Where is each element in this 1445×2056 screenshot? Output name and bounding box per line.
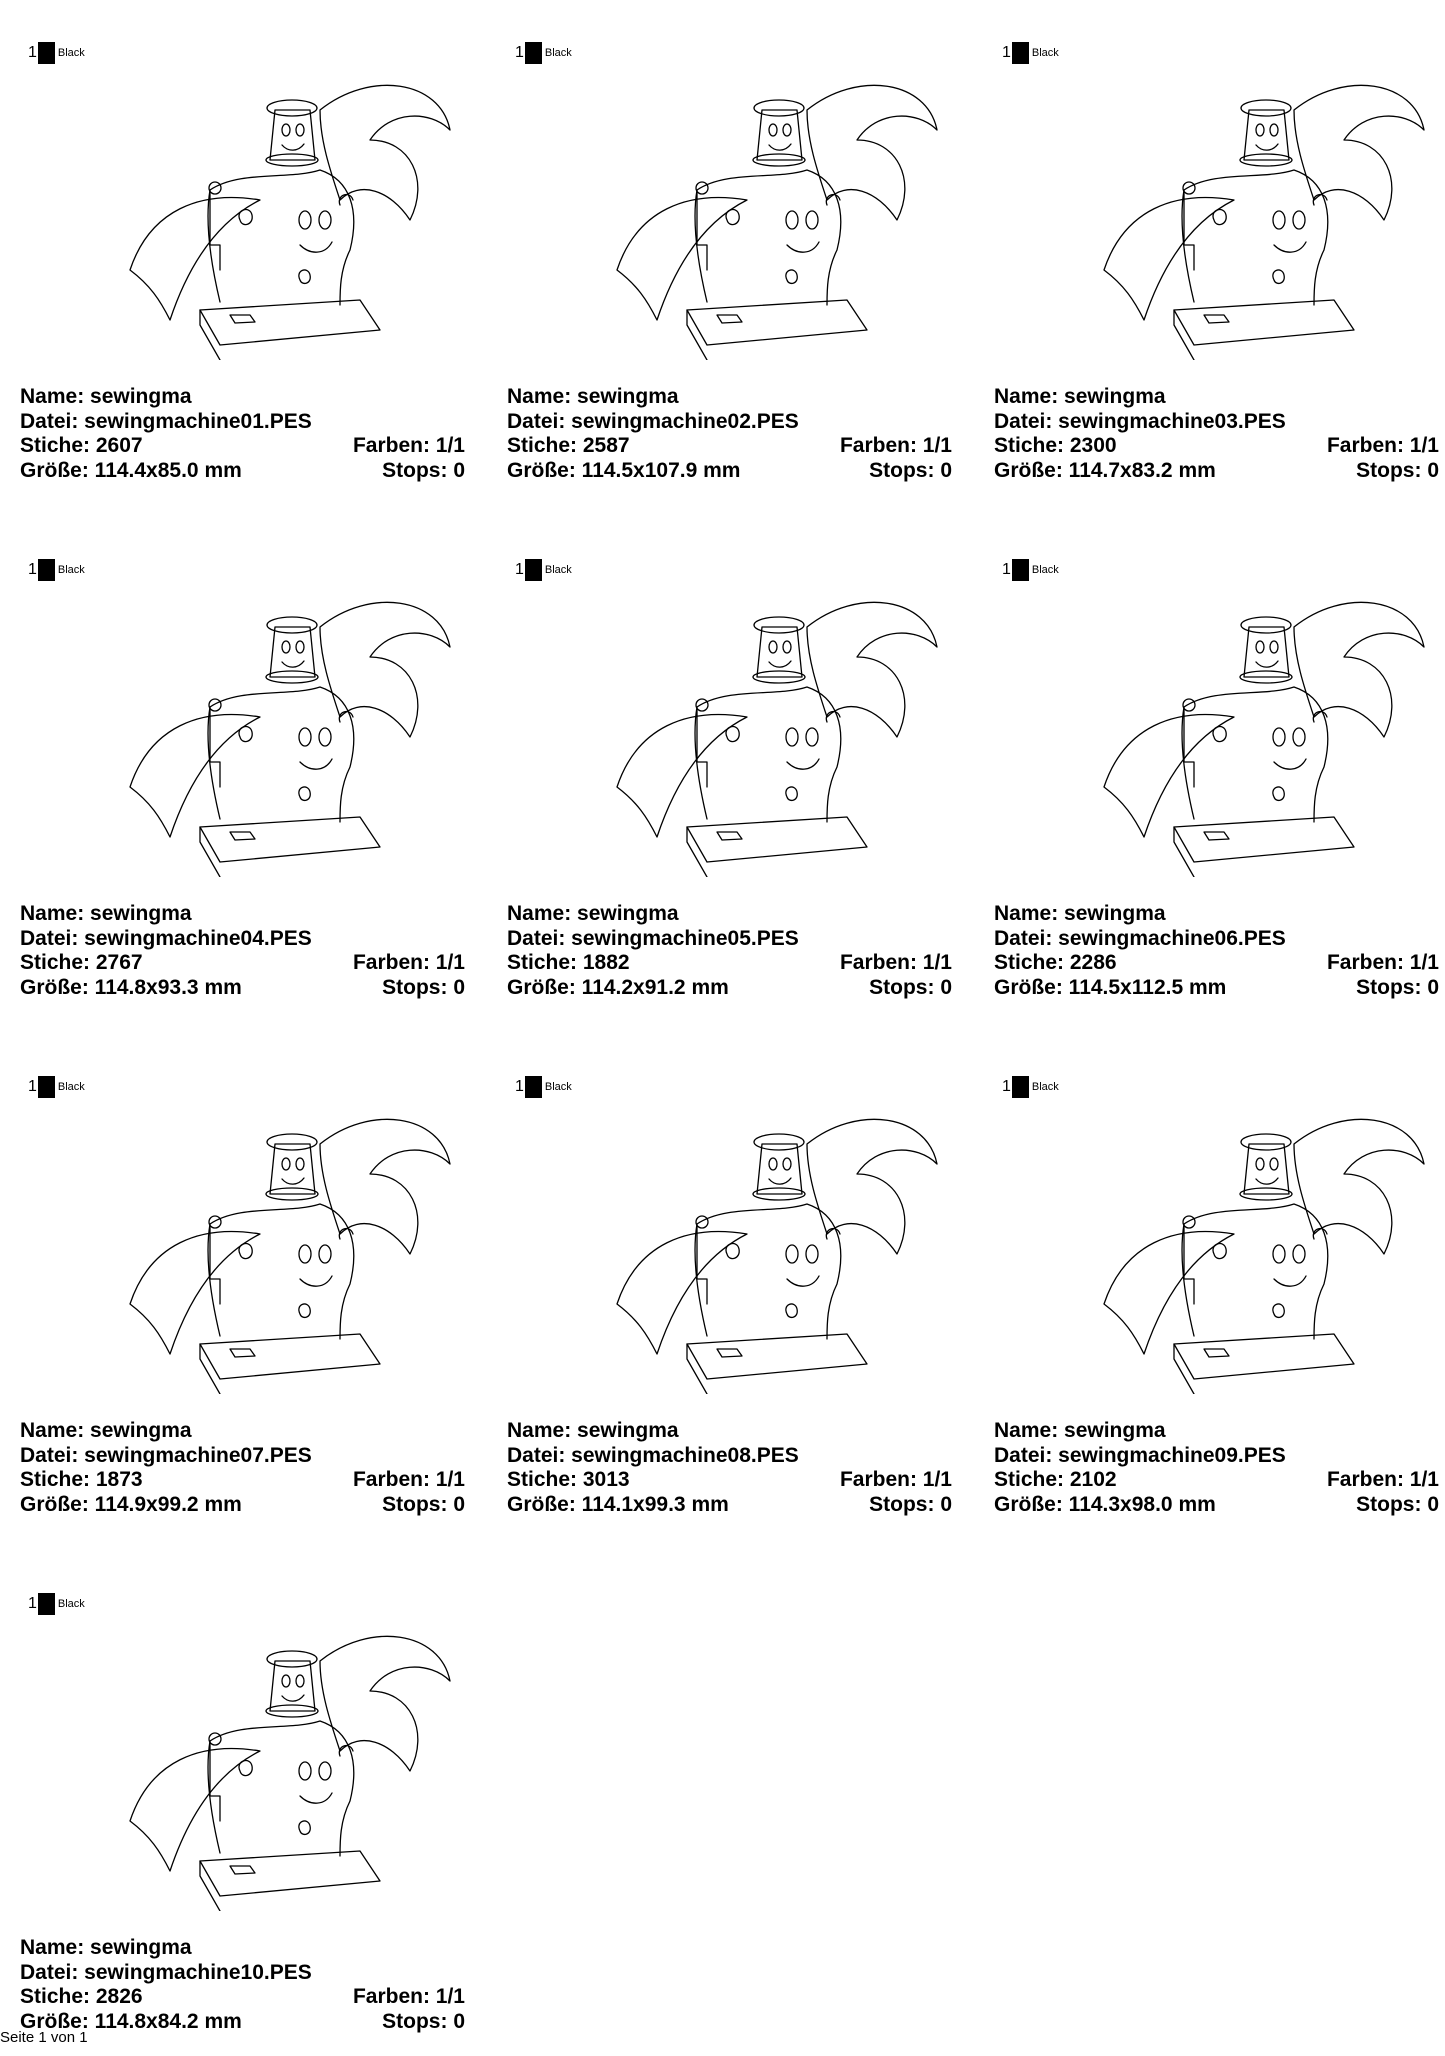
color-name: Black	[1031, 47, 1059, 59]
design-info	[507, 902, 952, 1000]
design-card	[974, 0, 1444, 505]
color-count: Farben: 1/1	[839, 434, 952, 457]
design-size: Größe: 114.7x83.2 mm	[994, 458, 1216, 482]
stop-count: Stops: 0	[1356, 975, 1439, 999]
embroidery-preview-image	[597, 587, 957, 877]
thread-color-legend	[1002, 42, 1059, 64]
stop-count: Stops: 0	[869, 458, 952, 482]
color-index: 1	[28, 1078, 37, 1095]
stop-count: Stops: 0	[1356, 458, 1439, 482]
design-card	[974, 517, 1444, 1022]
design-card	[0, 1551, 470, 2056]
design-file: Datei: sewingmachine01.PES	[20, 409, 312, 433]
design-file: Datei: sewingmachine10.PES	[20, 1960, 312, 1984]
color-index: 1	[28, 561, 37, 578]
thread-color-legend	[1002, 559, 1059, 581]
design-name: Name: sewingma	[994, 385, 1166, 408]
color-count: Farben: 1/1	[1326, 434, 1439, 457]
color-index: 1	[1002, 561, 1011, 578]
color-name: Black	[544, 564, 572, 576]
embroidery-preview-image	[1084, 70, 1444, 360]
color-swatch	[38, 42, 55, 64]
design-name: Name: sewingma	[20, 1419, 192, 1442]
design-file: Datei: sewingmachine08.PES	[507, 1443, 799, 1467]
color-count: Farben: 1/1	[1326, 951, 1439, 974]
design-card	[0, 1034, 470, 1539]
design-size: Größe: 114.1x99.3 mm	[507, 1492, 729, 1516]
embroidery-preview-image	[597, 70, 957, 360]
design-size: Größe: 114.8x84.2 mm	[20, 2009, 242, 2033]
color-swatch	[1012, 1076, 1029, 1098]
thread-color-legend	[515, 1076, 572, 1098]
color-count: Farben: 1/1	[1326, 1468, 1439, 1491]
design-file: Datei: sewingmachine02.PES	[507, 409, 799, 433]
color-index: 1	[1002, 44, 1011, 61]
design-size: Größe: 114.5x112.5 mm	[994, 975, 1227, 999]
thread-color-legend	[28, 1593, 85, 1615]
color-swatch	[525, 1076, 542, 1098]
color-count: Farben: 1/1	[352, 1468, 465, 1491]
thread-color-legend	[515, 559, 572, 581]
design-file: Datei: sewingmachine05.PES	[507, 926, 799, 950]
stop-count: Stops: 0	[869, 1492, 952, 1516]
embroidery-preview-image	[1084, 1104, 1444, 1394]
color-index: 1	[28, 44, 37, 61]
color-swatch	[1012, 42, 1029, 64]
stop-count: Stops: 0	[382, 975, 465, 999]
stitch-count: Stiche: 2767	[20, 951, 143, 974]
design-card	[0, 517, 470, 1022]
design-info	[994, 902, 1439, 1000]
thread-color-legend	[28, 559, 85, 581]
thread-color-legend	[28, 1076, 85, 1098]
design-info	[20, 902, 465, 1000]
design-info	[507, 385, 952, 483]
stitch-count: Stiche: 2102	[994, 1468, 1117, 1491]
color-swatch	[38, 1593, 55, 1615]
stitch-count: Stiche: 2300	[994, 434, 1117, 457]
design-card	[0, 0, 470, 505]
embroidery-preview-image	[110, 1104, 470, 1394]
design-info	[20, 1936, 465, 2034]
thread-color-legend	[1002, 1076, 1059, 1098]
design-info	[20, 1419, 465, 1517]
thread-color-legend	[515, 42, 572, 64]
design-file: Datei: sewingmachine04.PES	[20, 926, 312, 950]
stop-count: Stops: 0	[382, 458, 465, 482]
stitch-count: Stiche: 1873	[20, 1468, 143, 1491]
design-name: Name: sewingma	[20, 902, 192, 925]
color-index: 1	[515, 44, 524, 61]
design-size: Größe: 114.2x91.2 mm	[507, 975, 729, 999]
stitch-count: Stiche: 3013	[507, 1468, 630, 1491]
design-card	[487, 1034, 957, 1539]
design-info	[507, 1419, 952, 1517]
stop-count: Stops: 0	[382, 1492, 465, 1516]
design-name: Name: sewingma	[507, 902, 679, 925]
color-count: Farben: 1/1	[352, 434, 465, 457]
embroidery-preview-image	[1084, 587, 1444, 877]
design-size: Größe: 114.8x93.3 mm	[20, 975, 242, 999]
design-card	[487, 0, 957, 505]
color-swatch	[38, 559, 55, 581]
design-card	[487, 517, 957, 1022]
color-name: Black	[544, 47, 572, 59]
stop-count: Stops: 0	[382, 2009, 465, 2033]
design-card	[974, 1034, 1444, 1539]
color-name: Black	[57, 1081, 85, 1093]
embroidery-preview-image	[110, 70, 470, 360]
embroidery-preview-image	[110, 587, 470, 877]
design-file: Datei: sewingmachine07.PES	[20, 1443, 312, 1467]
design-size: Größe: 114.3x98.0 mm	[994, 1492, 1216, 1516]
design-file: Datei: sewingmachine03.PES	[994, 409, 1286, 433]
design-name: Name: sewingma	[20, 385, 192, 408]
color-swatch	[525, 559, 542, 581]
design-file: Datei: sewingmachine06.PES	[994, 926, 1286, 950]
color-swatch	[38, 1076, 55, 1098]
color-name: Black	[544, 1081, 572, 1093]
stitch-count: Stiche: 2607	[20, 434, 143, 457]
stitch-count: Stiche: 2587	[507, 434, 630, 457]
design-size: Größe: 114.9x99.2 mm	[20, 1492, 242, 1516]
color-swatch	[1012, 559, 1029, 581]
color-count: Farben: 1/1	[352, 1985, 465, 2008]
stop-count: Stops: 0	[869, 975, 952, 999]
design-size: Größe: 114.4x85.0 mm	[20, 458, 242, 482]
stop-count: Stops: 0	[1356, 1492, 1439, 1516]
design-name: Name: sewingma	[507, 1419, 679, 1442]
color-name: Black	[57, 47, 85, 59]
color-name: Black	[1031, 1081, 1059, 1093]
stitch-count: Stiche: 2826	[20, 1985, 143, 2008]
color-count: Farben: 1/1	[839, 1468, 952, 1491]
color-index: 1	[515, 1078, 524, 1095]
design-name: Name: sewingma	[994, 902, 1166, 925]
color-count: Farben: 1/1	[352, 951, 465, 974]
color-swatch	[525, 42, 542, 64]
design-info	[20, 385, 465, 483]
color-name: Black	[57, 564, 85, 576]
stitch-count: Stiche: 2286	[994, 951, 1117, 974]
design-name: Name: sewingma	[994, 1419, 1166, 1442]
thread-color-legend	[28, 42, 85, 64]
design-file: Datei: sewingmachine09.PES	[994, 1443, 1286, 1467]
design-name: Name: sewingma	[20, 1936, 192, 1959]
page-number: Seite 1 von 1	[0, 2029, 88, 2046]
color-name: Black	[1031, 564, 1059, 576]
design-name: Name: sewingma	[507, 385, 679, 408]
color-index: 1	[515, 561, 524, 578]
embroidery-preview-image	[110, 1621, 470, 1911]
color-name: Black	[57, 1598, 85, 1610]
color-index: 1	[28, 1595, 37, 1612]
design-info	[994, 385, 1439, 483]
color-count: Farben: 1/1	[839, 951, 952, 974]
embroidery-preview-image	[597, 1104, 957, 1394]
color-index: 1	[1002, 1078, 1011, 1095]
design-info	[994, 1419, 1439, 1517]
design-size: Größe: 114.5x107.9 mm	[507, 458, 741, 482]
stitch-count: Stiche: 1882	[507, 951, 630, 974]
